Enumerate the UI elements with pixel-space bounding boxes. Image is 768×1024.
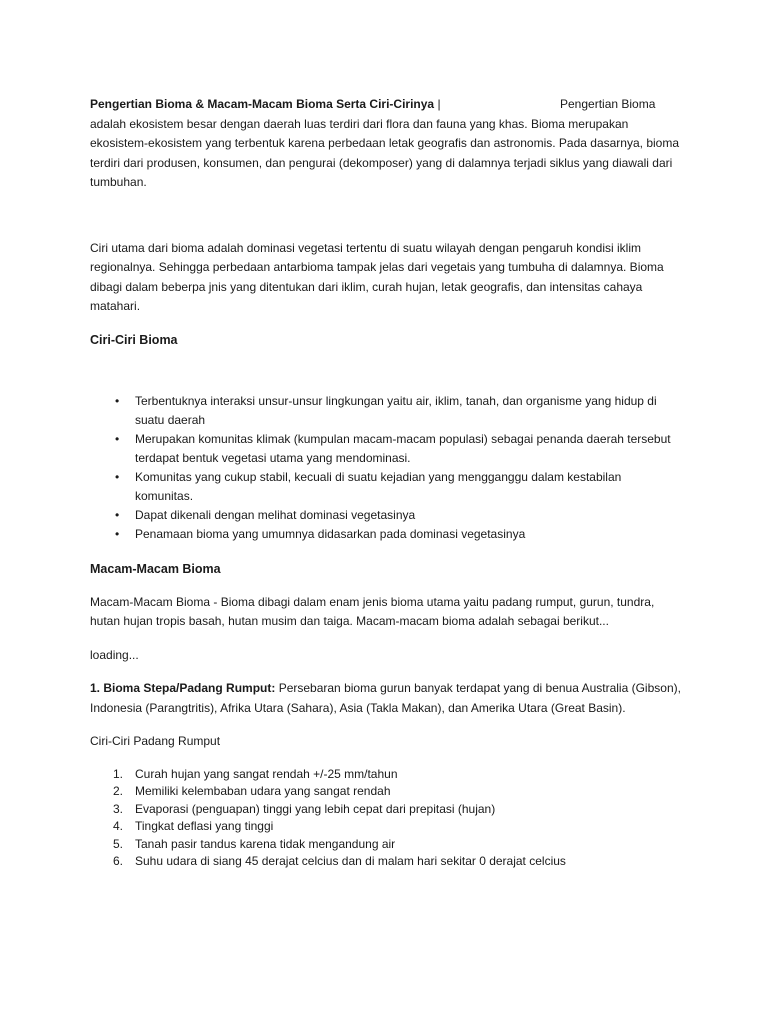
document-page [90, 95, 682, 871]
bullet-icon: • [115, 393, 120, 408]
title-right-text: Pengertian Bioma [560, 97, 656, 111]
main-characteristic-paragraph: Ciri utama dari bioma adalah dominasi vegetasi tertentu di suatu wilayah dengan pengaruh kondisi iklim regionalnya. Sehingga perbedaan antarbioma tampak jelas dari vegetais yang tumbuha di dalamnya. Bioma dibagi dalam beberpa jnis yang ditentukan dari iklim, curah hujan, letak geografis, dan intensitas cahaya matahari. [90, 240, 664, 313]
title-separator: | [437, 97, 441, 111]
bullet-icon: • [115, 431, 120, 446]
macam-paragraph: Macam-Macam Bioma - Bioma dibagi dalam enam jenis bioma utama yaitu padang rumput, gurun, tundra, hutan hujan tropis basah, hutan musim dan taiga. Macam-macam bioma adalah sebagai berikut... [90, 594, 655, 628]
intro-paragraph: adalah ekosistem besar dengan daerah luas terdiri dari flora dan fauna yang khas. Bioma merupakan ekosistem-ekosistem yang terbentuk karena perbedaan letak geografis dan astronomis. Pada dasarnya, bioma terdiri dari produsen, konsumen, dan pengurai (dekomposer) yang di dalamnya terjadi siklus yang diawali dari tumbuhan. [90, 116, 680, 189]
list-item: • Komunitas yang cukup stabil, kecuali di suatu kejadian yang mengganggu dalam kestabilan komunitas. [115, 469, 622, 503]
document-title: Pengertian Bioma & Macam-Macam Bioma Serta Ciri-Cirinya [90, 97, 435, 111]
list-item: • Merupakan komunitas klimak (kumpulan macam-macam populasi) sebagai penanda daerah tersebut terdapat bentuk vegetasi utama yang mendominasi. [115, 431, 671, 465]
ciri-heading: Ciri-Ciri Bioma [90, 332, 178, 347]
stepa-text: Persebaran bioma gurun banyak terdapat yang di benua Australia (Gibson), Indonesia (Parangtritis), Afrika Utara (Sahara), Asia (Takla Makan), dan Amerika Utara (Great Basin). [90, 681, 681, 715]
bullet-icon: • [115, 526, 120, 541]
bullet-icon: • [115, 507, 120, 522]
stepa-label: 1. Bioma Stepa/Padang Rumput: [90, 681, 276, 695]
macam-heading: Macam-Macam Bioma [90, 561, 221, 576]
padang-list [90, 766, 682, 871]
stepa-paragraph [90, 679, 682, 718]
list-item: 1. Curah hujan yang sangat rendah +/-25 mm/tahun [113, 766, 398, 781]
padang-heading: Ciri-Ciri Padang Rumput [90, 734, 221, 748]
list-item: 3. Evaporasi (penguapan) tinggi yang lebih cepat dari prepitasi (hujan) [113, 801, 496, 816]
list-item: 2. Memiliki kelembaban udara yang sangat rendah [113, 784, 391, 798]
title-line [90, 95, 682, 115]
ciri-list [90, 392, 682, 544]
list-item: 5. Tanah pasir tandus karena tidak mengandung air [113, 836, 396, 851]
loading-text: loading... [90, 647, 139, 662]
list-item: • Dapat dikenali dengan melihat dominasi vegetasinya [90, 506, 682, 525]
list-item: 4. Tingkat deflasi yang tinggi [113, 819, 274, 833]
list-item: • Penamaan bioma yang umumnya didasarkan pada dominasi vegetasinya [90, 525, 682, 544]
list-item: 6. Suhu udara di siang 45 derajat celcius dan di malam hari sekitar 0 derajat celcius [113, 854, 566, 868]
list-item: • Terbentuknya interaksi unsur-unsur lingkungan yaitu air, iklim, tanah, dan organisme yang hidup di suatu daerah [115, 393, 657, 427]
bullet-icon: • [115, 469, 120, 484]
